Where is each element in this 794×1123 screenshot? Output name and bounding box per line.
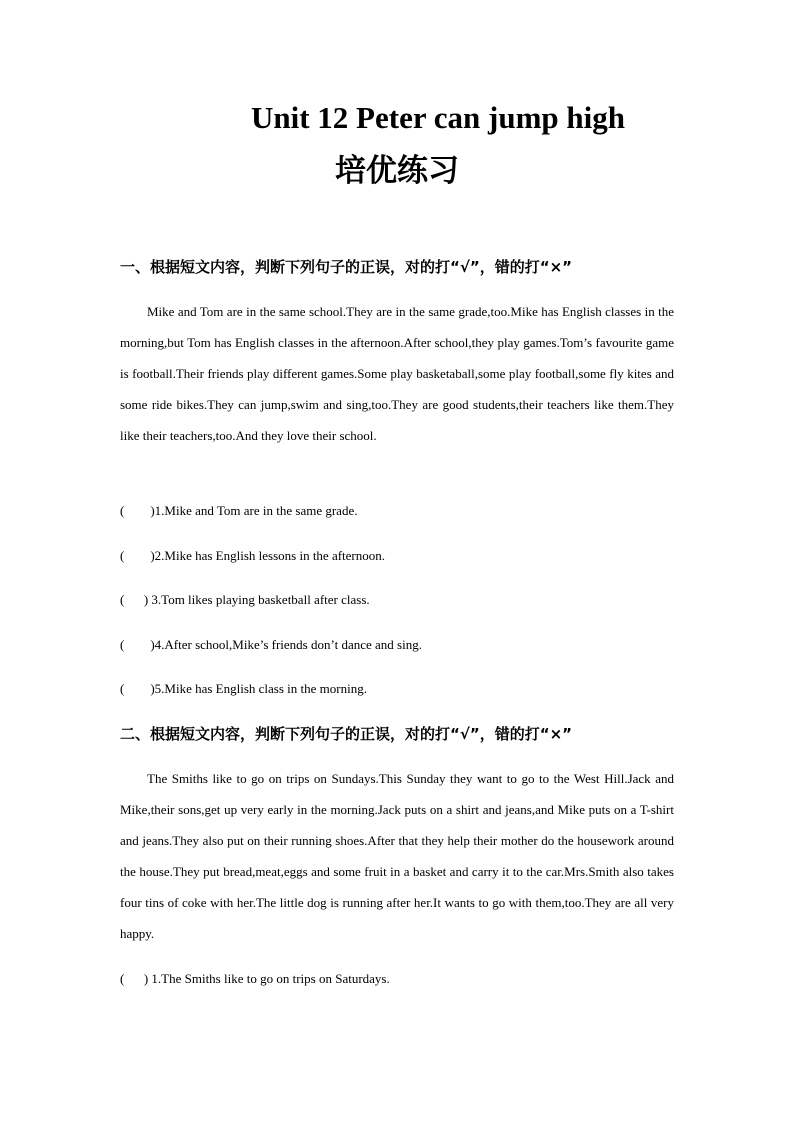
section-1-passage: Mike and Tom are in the same school.They are in the same grade,too.Mike has English classes in the morning,but Tom has English classes in the afternoon.After school,they play games.Tom’s favourite game is football.Their friends play different games.Some play basketaball,some play football,some fly kites and some ride bikes.They can jump,swim and sing,too.They are good students,their teachers like them.They like their teachers,too.And they love their school. — [120, 304, 674, 443]
page-subtitle: 培优练习 — [335, 153, 459, 189]
question-1-5: ( )5.Mike has English class in the morning. — [120, 681, 367, 696]
question-2-1: ( ) 1.The Smiths like to go on trips on Saturdays. — [120, 971, 390, 986]
page-title: Unit 12 Peter can jump high — [250, 100, 625, 135]
section-1-heading: 一、根据短文内容，判断下列句子的正误，对的打“√”，错的打“×” — [120, 258, 573, 276]
question-1-4: ( )4.After school,Mike’s friends don’t dance and sing. — [120, 637, 422, 652]
section-2-passage: The Smiths like to go on trips on Sundays.This Sunday they want to go to the West Hill.Jack and Mike,their sons,get up very early in the morning.Jack puts on a shirt and jeans,and Mike puts on a T-shirt and jeans.They also put on their running shoes.After that they help their mother do the housework around the house.They put bread,meat,eggs and some fruit in a basket and carry it to the car.Mrs.Smith also takes four tins of coke with her.The little dog is running after her.It wants to go with them,too.They are all very happy. — [120, 771, 674, 941]
question-1-2: ( )2.Mike has English lessons in the afternoon. — [120, 548, 386, 563]
question-1-1: ( )1.Mike and Tom are in the same grade. — [120, 503, 358, 518]
section-2-heading: 二、根据短文内容，判断下列句子的正误，对的打“√”，错的打“×” — [120, 725, 573, 743]
question-1-3: ( ) 3.Tom likes playing basketball after class. — [120, 592, 370, 607]
